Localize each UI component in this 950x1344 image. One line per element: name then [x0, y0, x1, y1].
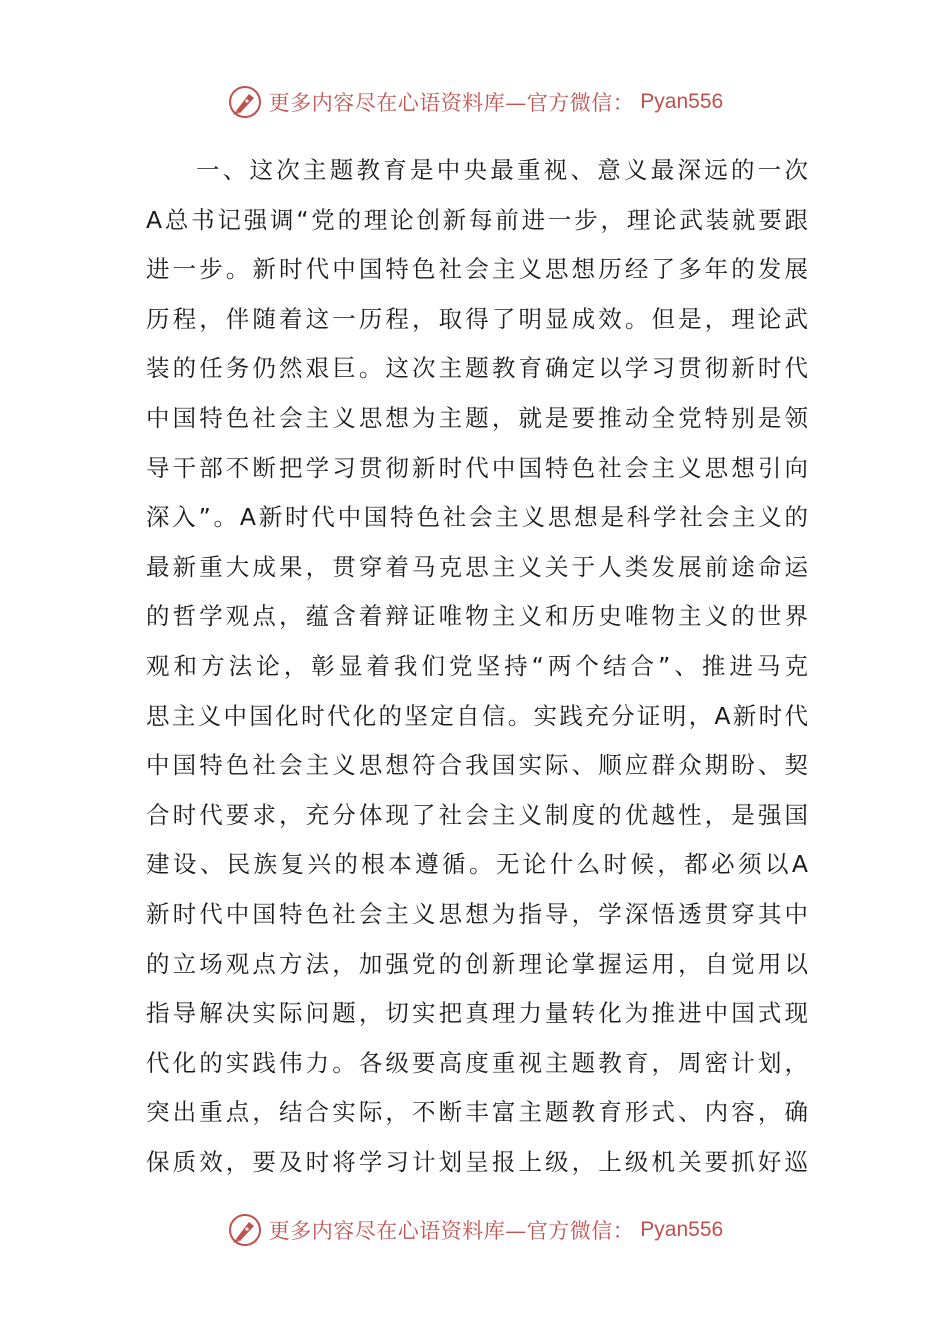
text-line: A总书记强调“党的理论创新每前进一步，理论武装就要跟 [146, 205, 808, 234]
text-line: 合时代要求，充分体现了社会主义制度的优越性，是强国 [146, 800, 808, 829]
text-line: 进一步。新时代中国特色社会主义思想历经了多年的发展 [146, 255, 808, 284]
header-banner [0, 82, 950, 122]
text-line: 导干部不断把学习贯彻新时代中国特色社会主义思想引向 [146, 453, 808, 482]
pen-nib-logo-icon [227, 1212, 263, 1248]
text-line: 思主义中国化时代化的坚定自信。实践充分证明，A新时代 [146, 701, 808, 730]
pen-nib-logo-icon [227, 84, 263, 120]
text-line: 装的任务仍然艰巨。这次主题教育确定以学习贯彻新时代 [146, 354, 808, 383]
wechat-id: Pyan556 [640, 1218, 724, 1241]
text-line: 新时代中国特色社会主义思想为指导，学深悟透贯穿其中 [146, 899, 808, 928]
text-line: 的立场观点方法，加强党的创新理论掌握运用，自觉用以 [146, 949, 808, 978]
banner-text: 更多内容尽在心语资料库—官方微信： [268, 1219, 635, 1243]
footer-banner [0, 1210, 950, 1250]
text-line: 一、这次主题教育是中央最重视、意义最深远的一次 [196, 156, 808, 184]
text-line: 代化的实践伟力。各级要高度重视主题教育，周密计划， [146, 1048, 808, 1077]
document-body [146, 146, 808, 1187]
text-line: 中国特色社会主义思想为主题，就是要推动全党特别是领 [146, 403, 808, 432]
text-line: 保质效，要及时将学习计划呈报上级，上级机关要抓好巡 [146, 1147, 808, 1176]
text-line: 建设、民族复兴的根本遵循。无论什么时候，都必须以A [146, 850, 808, 879]
text-line: 历程，伴随着这一历程，取得了明显成效。但是，理论武 [146, 304, 808, 333]
text-line: 观和方法论，彰显着我们党坚持“两个结合”、推进马克 [146, 651, 808, 680]
text-line: 最新重大成果，贯穿着马克思主义关于人类发展前途命运 [146, 552, 808, 581]
wechat-id: Pyan556 [640, 90, 724, 113]
text-line: 深入”。A新时代中国特色社会主义思想是科学社会主义的 [146, 503, 808, 532]
text-line: 突出重点，结合实际，不断丰富主题教育形式、内容，确 [146, 1098, 808, 1127]
text-line: 的哲学观点，蕴含着辩证唯物主义和历史唯物主义的世界 [146, 602, 808, 631]
text-line: 指导解决实际问题，切实把真理力量转化为推进中国式现 [146, 999, 808, 1028]
banner-text: 更多内容尽在心语资料库—官方微信： [268, 91, 635, 115]
text-line: 中国特色社会主义思想符合我国实际、顺应群众期盼、契 [146, 751, 808, 780]
